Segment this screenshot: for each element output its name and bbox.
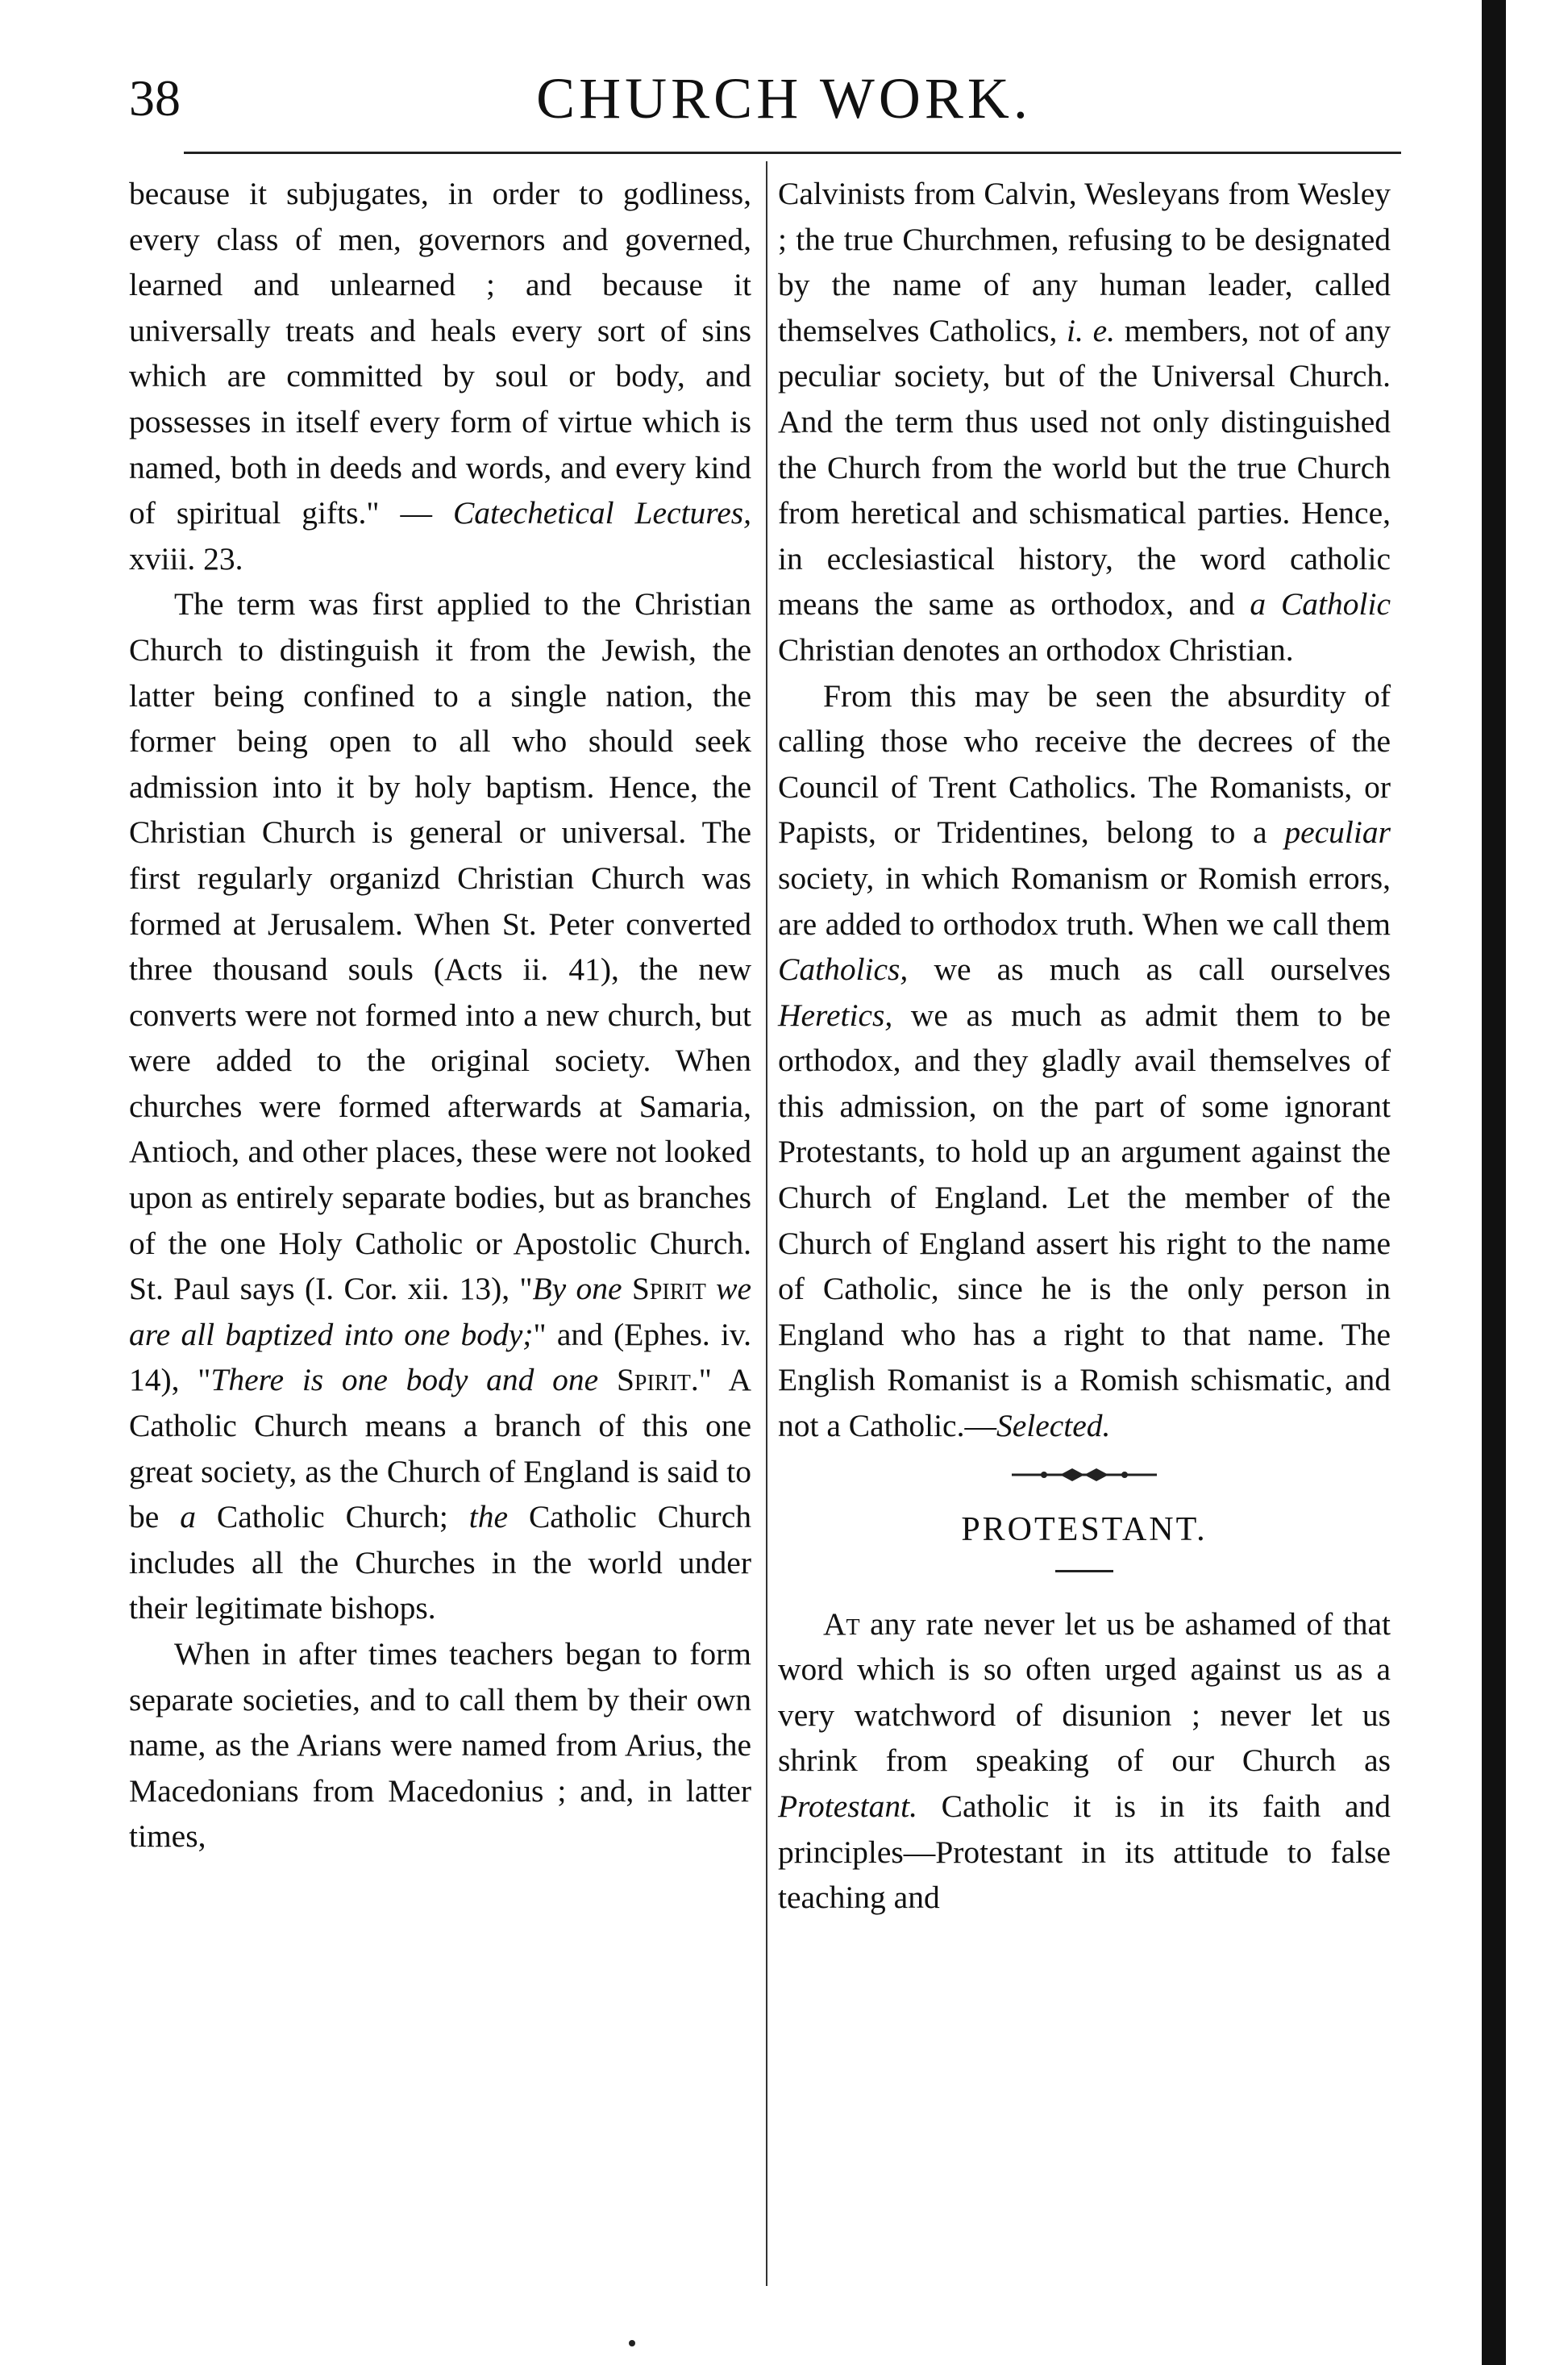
left-column (129, 171, 751, 1859)
italic-text: Protestant. (778, 1788, 917, 1824)
text-run: When in after times teachers began to form separate societies, and to call them by their own name, as the Arians were named from Arius, the Macedonians from Macedonius ; and, in latter times, (129, 1636, 751, 1855)
italic-text: There is one body and one (210, 1362, 599, 1398)
text-run: we as much as admit them to be orthodox, and they gladly avail themselves of this admission, on the part of some ignorant Protestants, to hold up an argument against the Church of England. Let the member of the Church of England assert his right to the name of Catholic, since he is the only person in England who has a right to that name. The English Romanist is a Romish schismatic, and not a Catholic.— (778, 997, 1391, 1444)
italic-text: i. e. (1067, 312, 1116, 348)
paragraph (778, 1601, 1391, 1921)
ornament-divider-icon (1012, 1460, 1157, 1489)
bottom-dot (629, 2340, 635, 2346)
text-run: because it subjugates, in order to godliness, every class of men, governors and governed, learned and unlearned ; and because it universally treats and heals every sort of sins which are committed by soul or body, and possesses in itself every form of virtue which is named, both in deeds and words, and every kind of spiritual gifts." — (129, 176, 751, 531)
text-run: Catholic Church includes all the Churches in the world under their legitimate bishops. (129, 1499, 751, 1626)
text-run: Catholic Church; (195, 1499, 469, 1535)
paragraph (778, 171, 1391, 673)
text-run: Calvinists from Calvin, Wesleyans from Wesley ; the true Churchmen, refusing to be designated by the name of any human leader, called themselves Catholics, (778, 176, 1391, 348)
running-title: CHURCH WORK. (536, 66, 1032, 131)
page-number: 38 (129, 69, 181, 127)
paragraph (129, 171, 751, 581)
text-run: xviii. 23. (129, 540, 243, 577)
text-run: " and (Ephes. iv. 14), " (129, 1316, 751, 1398)
small-caps-text: Spirit (631, 1271, 706, 1307)
header-rule (184, 152, 1401, 154)
italic-text: Catholics, (778, 951, 909, 988)
text-run: any rate never let us be ashamed of that word which is so often urged against us as a very watchword of disunion ; never let us shrink from speaking of our Church as (778, 1605, 1391, 1779)
column-divider (766, 161, 767, 2286)
italic-text: peculiar (1284, 814, 1391, 851)
small-caps-text: Spirit (616, 1362, 691, 1398)
text-run: The term was first applied to the Christian Church to distinguish it from the Jewish, the latter being confined to a single nation, the former being open to all who should seek admission into it by holy baptism. Hence, the Christian Church is general or universal. The first regularly organizd Christian Church was formed at Jerusalem. When St. Peter converted three thousand souls (Acts ii. 41), the new converts were not formed into a new church, but were added to the original society. When churches were formed afterwards at Samaria, Antioch, and other places, these were not looked upon as entirely separate bodies, but as branches of the one Holy Catholic or Apostolic Church. St. Paul says (I. Cor. xii. 13), " (129, 586, 751, 1307)
page-edge-bar (1482, 0, 1506, 2365)
italic-text: a Catholic (1250, 586, 1391, 622)
text-run: From this may be seen the absurdity of calling those who receive the decrees of the Council of Trent Catholics. The Romanists, or Papists, or Tridentines, belong to a (778, 677, 1391, 851)
paragraph (129, 581, 751, 1631)
italic-text: Selected. (996, 1408, 1111, 1444)
text-run: Catholic it is in its faith and principles—Protestant in its attitude to false teaching and (778, 1788, 1391, 1916)
paragraph (778, 673, 1391, 1449)
text-run: members, not of any peculiar society, but of the Universal Church. And the term thus used not only distinguished the Church from the world but the true Church from heretical and schismatical parties. Hence, in ecclesiastical history, the word catholic means the same as orthodox, and (778, 312, 1391, 622)
text-run: society, in which Romanism or Romish errors, are added to orthodox truth. When we call them (778, 860, 1391, 942)
heading-rule (1055, 1570, 1113, 1572)
italic-text: Heretics, (778, 997, 893, 1033)
right-column (778, 171, 1391, 1921)
text-run: we as much as call ourselves (908, 951, 1391, 988)
italic-text: the (468, 1499, 509, 1535)
italic-text: By one (532, 1271, 622, 1307)
paragraph (129, 1631, 751, 1859)
italic-text: we are all baptized into one body; (129, 1271, 752, 1352)
italic-text: a (180, 1499, 196, 1535)
small-caps-text: At (823, 1605, 860, 1642)
section-heading: PROTESTANT. (961, 1510, 1208, 1548)
italic-text: Catechetical Lectures, (452, 495, 751, 531)
text-run: Christian denotes an orthodox Christian. (778, 631, 1294, 668)
text-run: ." A Catholic Church means a branch of this one great society, as the Church of England is said to be (129, 1362, 751, 1535)
